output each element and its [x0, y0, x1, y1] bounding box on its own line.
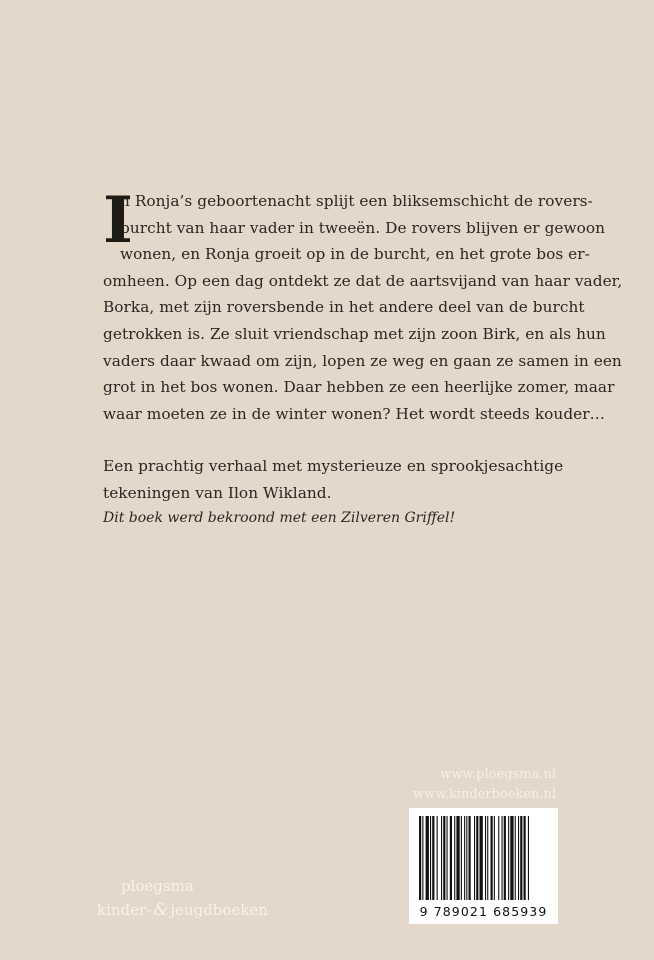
publisher-name: ploegsma: [121, 877, 194, 895]
barcode-bar: [450, 816, 452, 900]
barcode-bar: [480, 816, 483, 900]
blurb-line: Een prachtig verhaal met mysterieuze en sprookjesachtige: [103, 457, 564, 476]
ampersand-mark: &: [153, 900, 169, 920]
barcode-bars: [409, 808, 558, 904]
drop-cap: I: [103, 183, 133, 258]
blurb-line: getrokken is. Ze sluit vriendschap met zijn zoon Birk, en als hun: [103, 324, 606, 343]
barcode-bar: [456, 816, 459, 900]
barcode-bar: [494, 816, 495, 900]
barcode-bar: [466, 816, 467, 900]
barcode-bar: [432, 816, 434, 900]
barcode-bar: [454, 816, 455, 900]
blurb-line: Borka, met zijn roversbende in het andere deel van de burcht: [103, 298, 585, 317]
barcode-bar: [469, 816, 471, 900]
barcode-bar: [419, 816, 421, 900]
barcode-bar: [524, 816, 526, 900]
barcode-bar: [528, 816, 529, 900]
barcode-bar: [504, 816, 506, 900]
first-paragraph: [103, 183, 623, 427]
award-note: Dit boek werd bekroond met een Zilveren Griffel!: [103, 510, 456, 526]
blurb-line: wonen, en Ronja groeit op in de burcht, en het grote bos er-: [120, 245, 590, 264]
barcode-bar: [426, 816, 429, 900]
blurb: [103, 183, 623, 507]
barcode-bar: [520, 816, 522, 900]
barcode-bar: [476, 816, 478, 900]
barcode-bar: [464, 816, 465, 900]
imprint-right: jeugdboeken: [170, 901, 268, 919]
barcode-bar: [422, 816, 423, 900]
barcode-bar: [491, 816, 493, 900]
barcode-bar: [510, 816, 513, 900]
imprint-left: kinder-: [97, 901, 152, 919]
blurb-line: vaders daar kwaad om zijn, lopen ze weg en gaan ze samen in een: [103, 351, 622, 370]
barcode-bar: [508, 816, 509, 900]
barcode-bar: [474, 816, 475, 900]
second-paragraph: [103, 453, 573, 506]
barcode-bar: [437, 816, 438, 900]
barcode-bar: [485, 816, 486, 900]
barcode-bar: [461, 816, 462, 900]
barcode-bar: [515, 816, 516, 900]
barcode-bar: [443, 816, 445, 900]
barcode-bar: [502, 816, 503, 900]
barcode-bar: [430, 816, 431, 900]
isbn-number: 9 789021 685939: [419, 904, 548, 919]
barcode-bar: [441, 816, 442, 900]
blurb-line: n Ronja’s geboortenacht splijt een bliksemschicht de rovers-: [120, 192, 593, 210]
url-kinderboeken[interactable]: www.kinderboeken.nl: [412, 787, 556, 802]
barcode-bar: [447, 816, 448, 900]
blurb-line: burcht van haar vader in tweeën. De rovers blijven er gewoon: [120, 218, 606, 237]
blurb-line: tekeningen van Ilon Wikland.: [103, 483, 332, 502]
publisher-imprint: [97, 898, 268, 922]
isbn-barcode: [409, 808, 558, 924]
barcode-bar: [487, 816, 488, 900]
blurb-line: waar moeten ze in de winter wonen? Het wordt steeds kouder…: [103, 404, 605, 423]
publisher-logo: [97, 874, 268, 922]
publisher-urls: [410, 765, 556, 805]
blurb-line: grot in het bos wonen. Daar hebben ze een heerlijke zomer, maar: [103, 378, 615, 397]
barcode-bar: [518, 816, 519, 900]
barcode-bar: [498, 816, 499, 900]
blurb-line: omheen. Op een dag ontdekt ze dat de aartsvijand van haar vader,: [103, 271, 623, 290]
url-ploegsma[interactable]: www.ploegsma.nl: [440, 767, 556, 782]
